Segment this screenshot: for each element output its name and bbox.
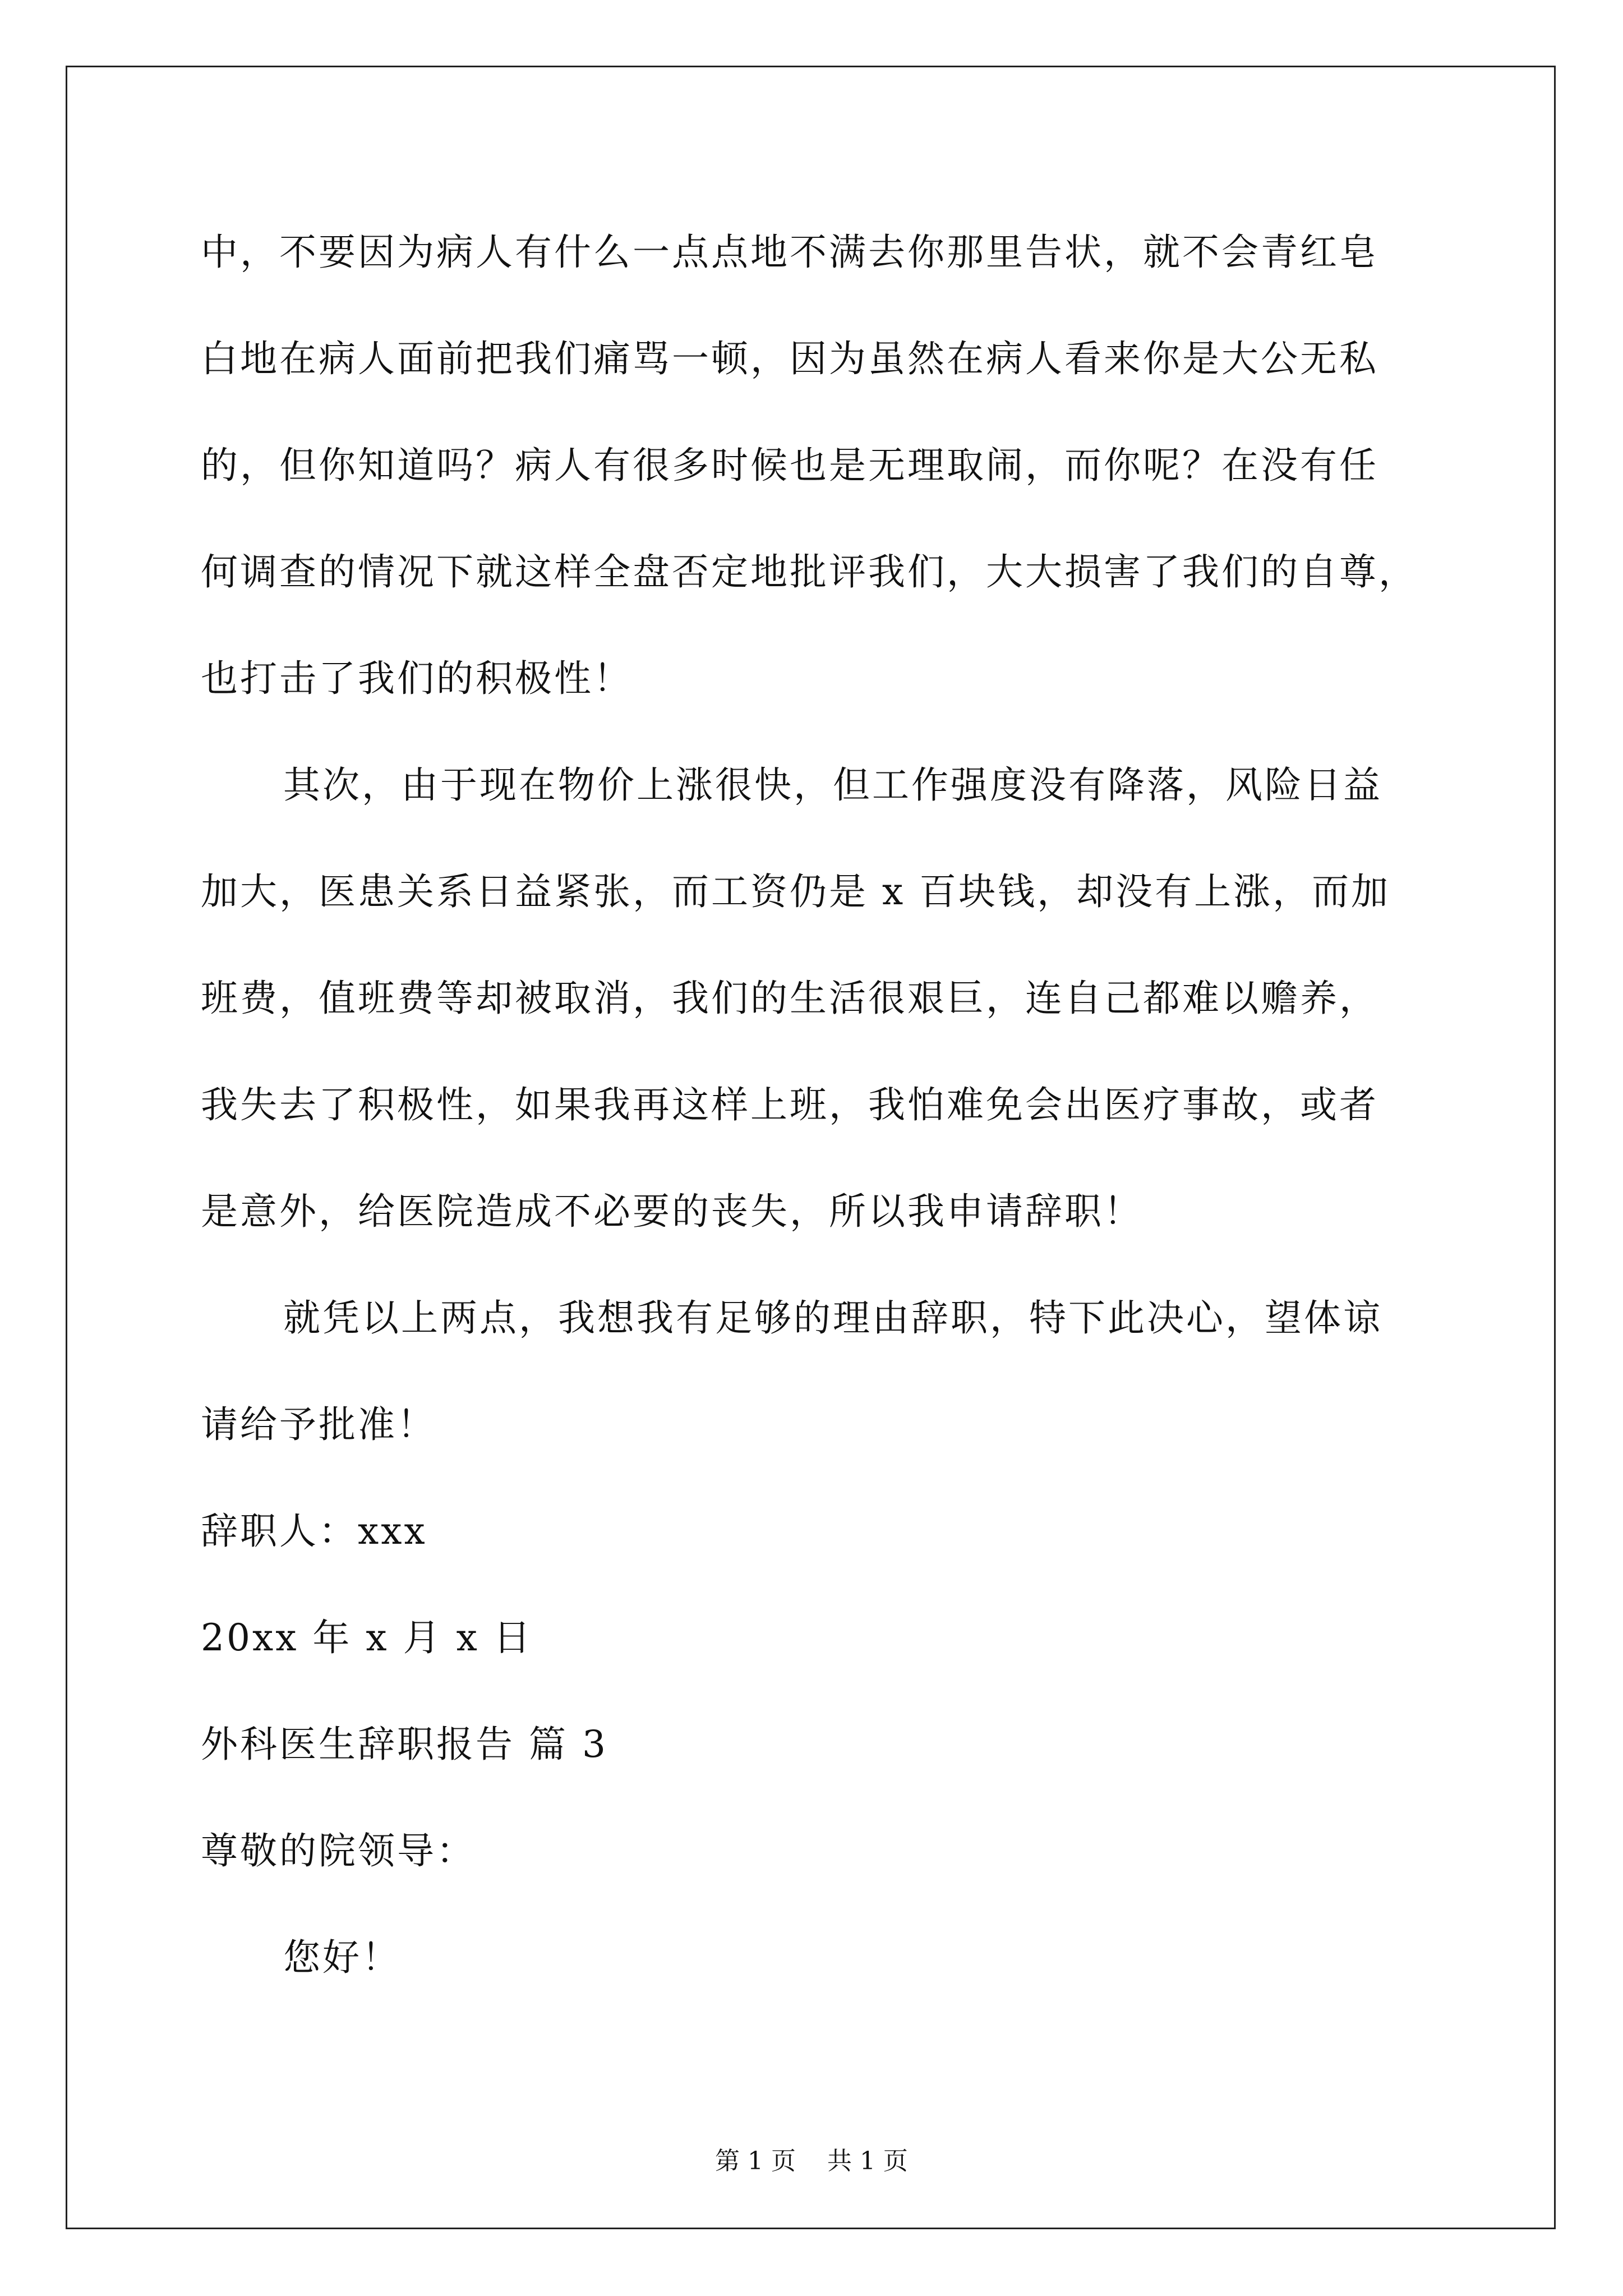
page-footer: 第 1 页 共 1 页	[715, 2147, 908, 2175]
section-heading: 外科医生辞职报告 篇 3	[201, 1723, 608, 1766]
signature-line: 辞职人：xxx	[201, 1510, 427, 1553]
paragraph-start-line: 其次，由于现在物价上涨很快，但工作强度没有降落，风险日益	[283, 763, 1382, 807]
text-line: 是意外，给医院造成不必要的丧失，所以我申请辞职！	[201, 1190, 1143, 1233]
salutation: 尊敬的院领导：	[201, 1829, 476, 1872]
page-border	[66, 66, 1556, 2229]
text-line: 也打击了我们的积极性！	[201, 657, 633, 700]
greeting: 您好！	[283, 1936, 401, 1979]
text-line: 白地在病人面前把我们痛骂一顿，因为虽然在病人看来你是大公无私	[201, 337, 1378, 380]
text-line: 中，不要因为病人有什么一点点地不满去你那里告状，就不会青红皂	[201, 231, 1378, 274]
text-line: 班费，值班费等却被取消，我们的生活很艰巨，连自己都难以赡养，	[201, 977, 1378, 1020]
date-line: 20xx 年 x 月 x 日	[201, 1616, 533, 1659]
text-line: 的，但你知道吗？病人有很多时候也是无理取闹，而你呢？在没有任	[201, 444, 1378, 487]
paragraph-start-line: 就凭以上两点，我想我有足够的理由辞职，特下此决心，望体谅	[283, 1296, 1382, 1340]
text-line: 请给予批准！	[201, 1403, 436, 1446]
text-line: 我失去了积极性，如果我再这样上班，我怕难免会出医疗事故，或者	[201, 1083, 1378, 1126]
text-line: 何调查的情况下就这样全盘否定地批评我们，大大损害了我们的自尊，	[201, 550, 1418, 593]
text-line: 加大，医患关系日益紧张，而工资仍是 x 百块钱，却没有上涨，而加	[201, 870, 1391, 913]
